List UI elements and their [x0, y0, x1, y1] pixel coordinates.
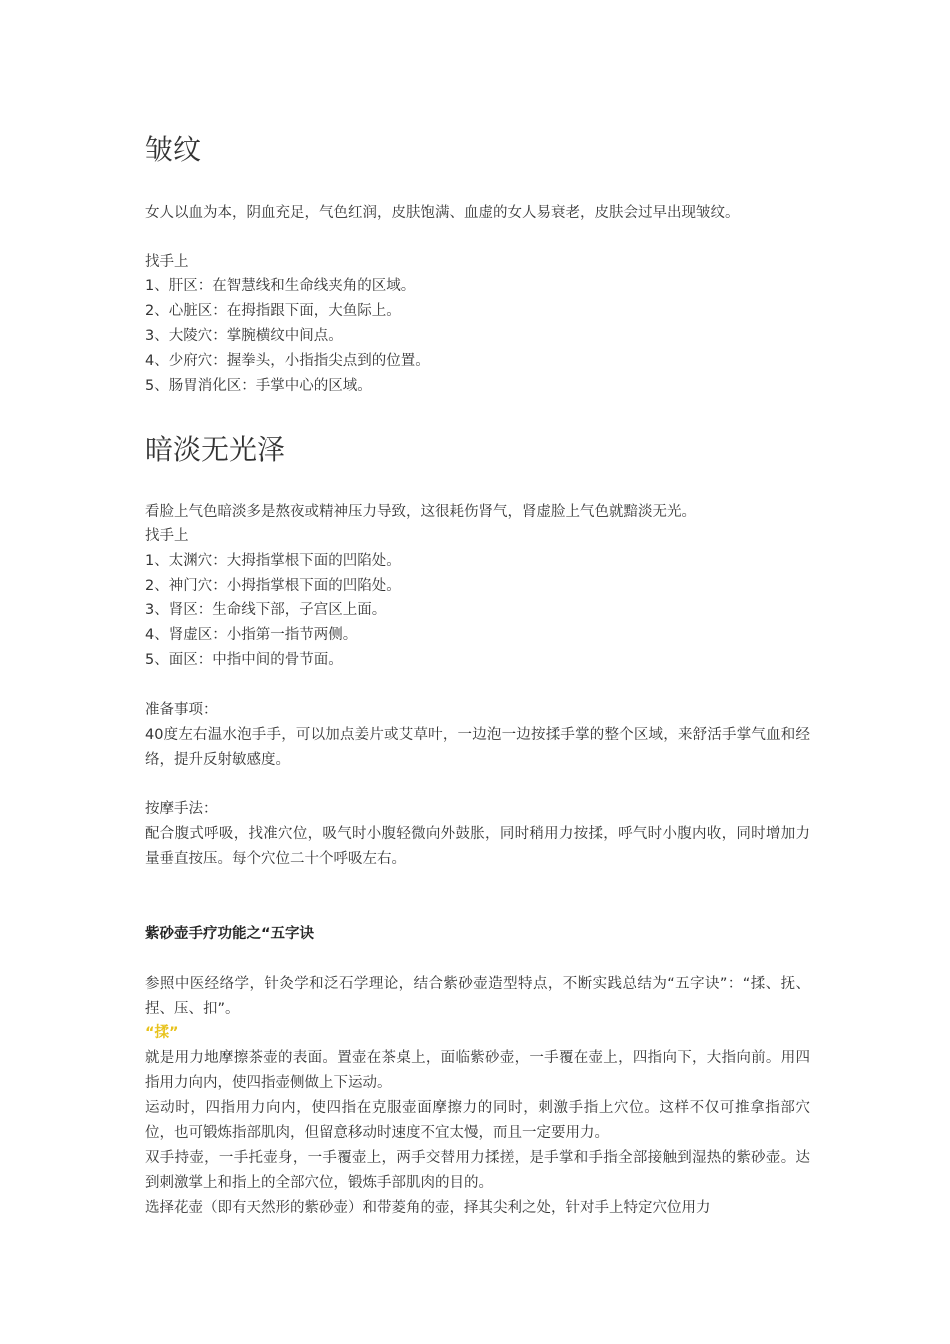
- wrinkles-intro: 女人以血为本，阴血充足，气色红润，皮肤饱满、血虚的女人易衰老，皮肤会过早出现皱纹。: [145, 205, 740, 221]
- dull-item-2: 2、神门穴：小拇指掌根下面的凹陷处。: [145, 578, 401, 594]
- dull-intro: 看脸上气色暗淡多是熬夜或精神压力导致，这很耗伤肾气，肾虚脸上气色就黯淡无光。: [145, 504, 696, 520]
- prep-text: 40度左右温水泡手手，可以加点姜片或艾草叶，一边泡一边按揉手掌的整个区域，来舒活手掌气血和经络，提升反射敏感度。: [145, 727, 810, 768]
- wrinkles-item-3: 3、大陵穴：掌腕横纹中间点。: [145, 328, 343, 344]
- wrinkles-find-label: 找手上: [145, 254, 189, 270]
- wrinkles-item-1: 1、肝区：在智慧线和生命线夹角的区域。: [145, 278, 416, 294]
- dull-item-3: 3、肾区：生命线下部，子宫区上面。: [145, 602, 387, 618]
- dull-item-4: 4、肾虚区：小指第一指节两侧。: [145, 627, 358, 643]
- rub-paragraph-2: 运动时，四指用力向内，使四指在克服壶面摩擦力的同时，刺激手指上穴位。这样不仅可推拿指部穴位，也可锻炼指部肌肉，但留意移动时速度不宜太慢，而且一定要用力。: [145, 1100, 810, 1141]
- rub-label: “揉”: [145, 1025, 179, 1041]
- dull-item-5: 5、面区：中指中间的骨节面。: [145, 652, 343, 668]
- rub-paragraph-3: 双手持壶，一手托壶身，一手覆壶上，两手交替用力揉搓，是手掌和手指全部接触到湿热的紫砂壶。达到刺激掌上和指上的全部穴位，锻炼手部肌肉的目的。: [145, 1150, 810, 1191]
- massage-label: 按摩手法：: [145, 801, 218, 817]
- rub-paragraph-1: 就是用力地摩擦茶壶的表面。置壶在茶桌上，面临紫砂壶，一手覆在壶上，四指向下，大指向前。用四指用力向内，使四指壶侧做上下运动。: [145, 1050, 810, 1091]
- wrinkles-item-5: 5、肠胃消化区：手掌中心的区域。: [145, 378, 372, 394]
- section-title-dull: 暗淡无光泽: [145, 433, 286, 466]
- section-title-teapot: 紫砂壶手疗功能之“五字诀: [145, 926, 315, 942]
- rub-paragraph-4: 选择花壶（即有天然形的紫砂壶）和带菱角的壶，择其尖利之处，针对手上特定穴位用力: [145, 1200, 711, 1216]
- massage-text: 配合腹式呼吸，找准穴位，吸气时小腹轻微向外鼓胀，同时稍用力按揉，呼气时小腹内收，同时增加力量垂直按压。每个穴位二十个呼吸左右。: [145, 826, 810, 867]
- prep-label: 准备事项：: [145, 702, 218, 718]
- dull-find-label: 找手上: [145, 528, 189, 544]
- section-title-wrinkles: 皱纹: [145, 133, 202, 166]
- wrinkles-item-4: 4、少府穴：握拳头，小指指尖点到的位置。: [145, 353, 430, 369]
- dull-item-1: 1、太渊穴：大拇指掌根下面的凹陷处。: [145, 553, 401, 569]
- wrinkles-item-2: 2、心脏区：在拇指跟下面，大鱼际上。: [145, 303, 401, 319]
- teapot-intro: 参照中医经络学，针灸学和泛石学理论，结合紫砂壶造型特点，不断实践总结为“五字诀”：“揉、抚、捏、压、扣”。: [145, 976, 810, 1017]
